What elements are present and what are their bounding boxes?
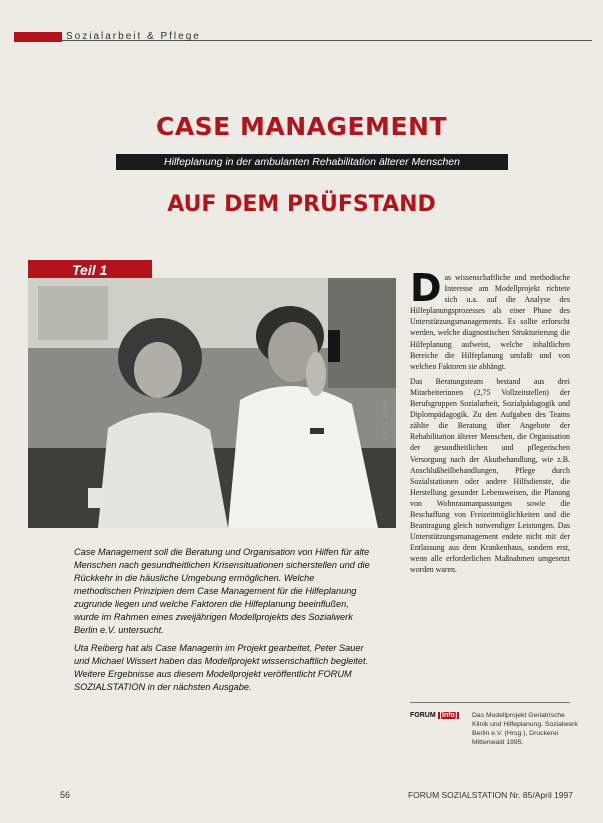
column-rule — [410, 702, 570, 703]
caption-intro: Case Management soll die Beratung und Organisation von Hilfen für alte Menschen nach gesundheitlichen Krisensituationen sicherstellen und die Rückkehr in die häusliche Umgebung ermöglichen. Welche methodischen Prinzipien dem Case Management für die Hilfeplanung zugrunde liegen und welche Faktoren die Hilfeplanung beeinflußen, wurde im Rahmen eines zweijährigen Modellprojekts des Sozialwerk Berlin e.V. untersucht. — [74, 547, 370, 635]
article-paragraph-1 — [410, 266, 570, 372]
photo-credit: Foto: L. Leitner — [383, 399, 389, 440]
forum-logo-text: FORUM — [410, 712, 436, 719]
title-line-1: CASE MANAGEMENT — [155, 112, 447, 141]
forum-info-note: Das Modellprojekt Geriatrische Klinik und Hilfeplanung. Sozialwerk Berlin e.V. (Hrsg.), Druckerei Mittenwald 1995. — [472, 712, 578, 746]
article-paragraph-2: Das Beratungsteam bestand aus drei Mitarbeiterinnen (2,75 Vollzeitstellen) der Berufsgruppen Sozialarbeit, Sozialpädagogik und Diplompädagogik. Zu den Aufgaben des Teams zählte die Beratung über Angebote der Rehabilitation älterer Menschen, die Organisation der gesundheitlichen und pflegerischen Versorgung nach der Akutbehandlung, wie z.B. Anschlußheilbehandlungen, Pflege durch Sozialstationen oder andere Hilfsdienste, die Herstellung gesunder Lebensweisen, die Planung von Wohnraumanpassungen sowie die Beschaffung von Freizeitmöglichkeiten und die Beantragung gleich notwendiger Leistungen. Das Unterstützungsmanagement endete nicht mit der Entlassung aus dem Krankenhaus, sondern erst, wenn alle erforderlichen Maßnahmen umgesetzt worden waren. — [410, 376, 570, 575]
forum-info-logo — [410, 712, 459, 719]
forum-logo-badge: [Info] — [439, 712, 458, 719]
photo-caption — [74, 546, 374, 699]
article-paragraph-1-text: as wissenschaftliche und methodische Interesse am Modellprojekt richtete sich u.a. auf die Analyse des Hilfeplanungsprozesses als einer Phase des Unterstützungsmanagements. Es sollte erforscht werden, welche diagnostischen Strukturierung die Hilfeplanung aufweist, welche inhaltlichen Bereiche die Hilfeplanung umfaßt und von welchen Faktoren sie abhängt. — [410, 273, 570, 371]
caption-authors: Uta Reiberg hat als Case Managerin im Projekt gearbeitet, Peter Sauer und Michael Wissert haben das Modellprojekt wissenschaftlich begleitet. Weitere Ergebnisse aus diesem Modellprojekt veröffentlicht FORUM SOZIALSTATION in der nächsten Ausgabe. — [74, 643, 369, 692]
drop-cap: D — [410, 266, 442, 310]
header-accent-bar — [14, 32, 62, 42]
page-number: 56 — [60, 790, 71, 800]
section-label: Sozialarbeit & Pflege — [66, 31, 201, 42]
title-line-2: AUF DEM PRÜFSTAND — [167, 192, 436, 217]
article-photo — [28, 278, 396, 528]
part-label: Teil 1 — [28, 260, 152, 280]
subtitle-band: Hilfeplanung in der ambulanten Rehabilitation älterer Menschen — [116, 154, 508, 170]
article-column — [410, 266, 570, 580]
publication-info: FORUM SOZIALSTATION Nr. 85/April 1997 — [407, 790, 573, 800]
